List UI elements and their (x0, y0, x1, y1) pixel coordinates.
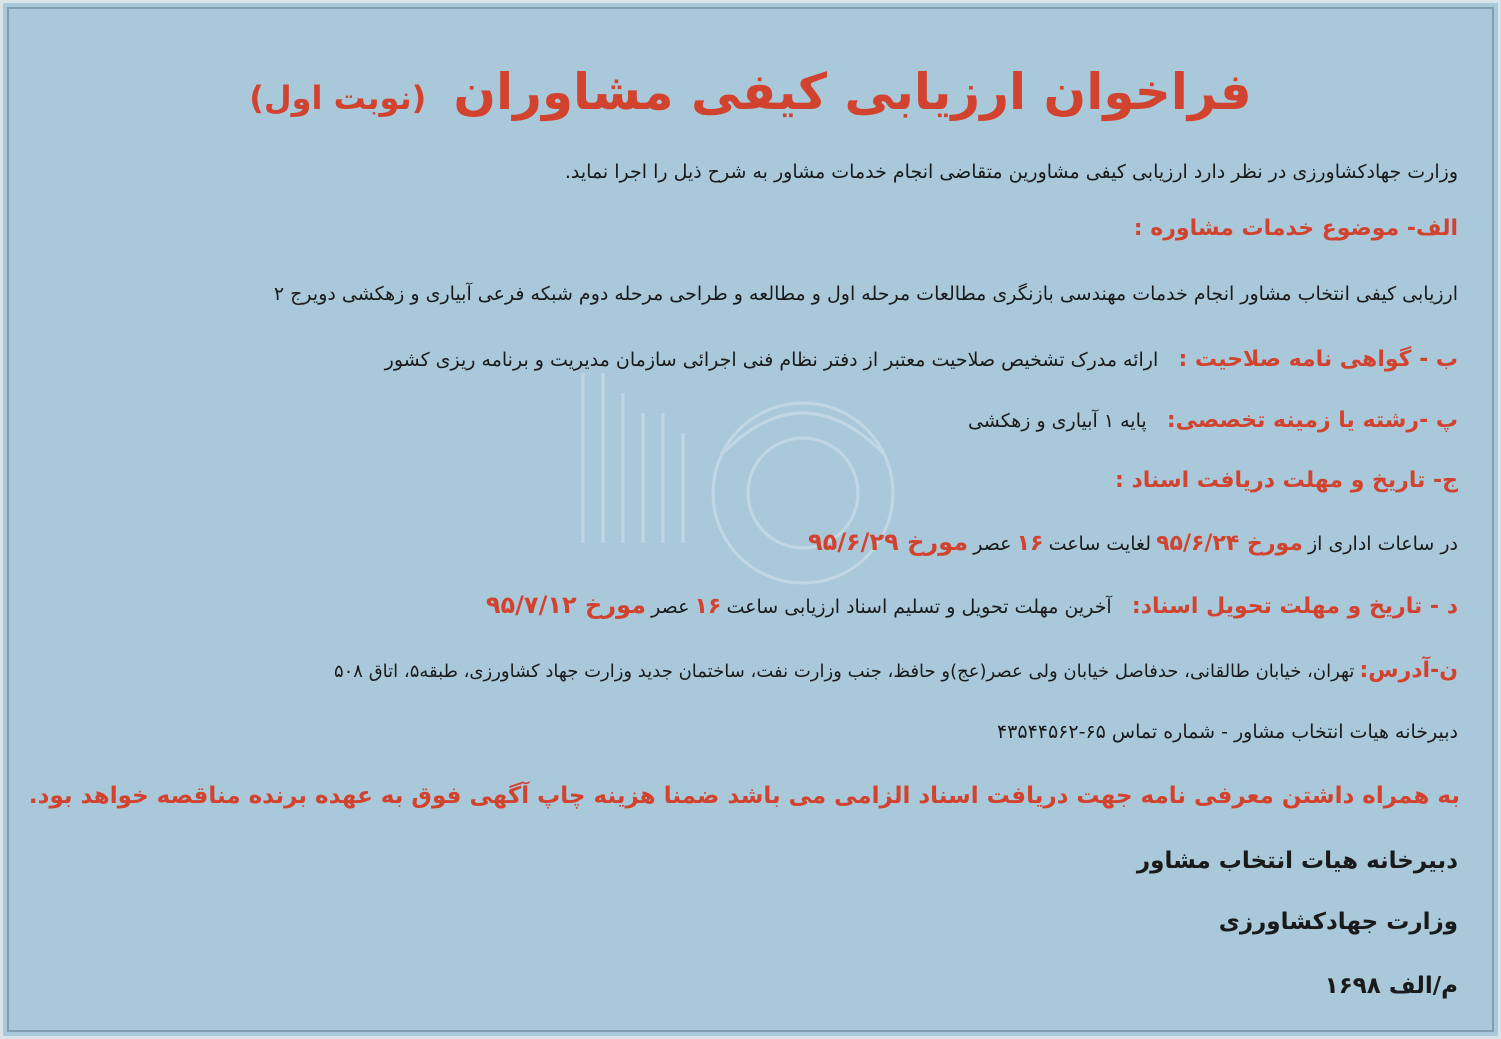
section-j-text-3: عصر (973, 533, 1012, 555)
section-d-row (486, 591, 1458, 619)
section-j-heading-row (1115, 468, 1458, 493)
section-p-heading: پ -رشته یا زمینه تخصصی: (1166, 408, 1458, 433)
section-a-text: ارزیابی کیفی انتخاب مشاور انجام خدمات مهندسی بازنگری مطالعات مرحله اول و مطالعه و طراحی مرحله دوم شبکه فرعی آبیاری و زهکشی دویرج ۲ (273, 283, 1458, 305)
section-n-row (334, 658, 1458, 683)
section-n-text-2: دبیرخانه هیات انتخاب مشاور - شماره تماس ۶۵-۴۳۵۴۴۵۶۲ (996, 721, 1458, 743)
section-j-to-date: مورخ ۹۵/۶/۲۹ (807, 528, 969, 556)
section-d-heading: د - تاریخ و مهلت تحویل اسناد: (1131, 594, 1458, 619)
section-d-text-2: عصر (651, 596, 690, 618)
section-b-text: ارائه مدرک تشخیص صلاحیت معتبر از دفتر نظام فنی اجرائی سازمان مدیریت و برنامه ریزی کشور (384, 349, 1159, 371)
section-d-hour: ۱۶ (694, 594, 722, 619)
reference-code: م/الف ۱۶۹۸ (1324, 973, 1458, 999)
signature-office: دبیرخانه هیات انتخاب مشاور (1136, 848, 1458, 874)
section-b-row (385, 347, 1458, 372)
section-j-text-2: لغایت ساعت (1048, 533, 1151, 555)
page-title: فراخوان ارزیابی کیفی مشاوران (453, 63, 1252, 121)
title-block (3, 63, 1498, 121)
signature-ministry: وزارت جهادکشاورزی (1218, 909, 1458, 935)
section-j-text-row (808, 528, 1458, 556)
page-title-round: (نوبت اول) (249, 79, 427, 117)
section-p-row (968, 408, 1458, 433)
section-p-text: پایه ۱ آبیاری و زهکشی (967, 410, 1147, 432)
section-j-hour: ۱۶ (1016, 531, 1044, 556)
section-b-heading: ب - گواهی نامه صلاحیت : (1178, 347, 1458, 372)
section-j-text-1: در ساعات اداری از (1308, 533, 1458, 555)
notice-text: به همراه داشتن معرفی نامه جهت دریافت اسناد الزامی می باشد ضمنا هزینه چاپ آگهی فوق به عهده برنده مناقصه خواهد بود. (28, 783, 1460, 809)
section-d-date: مورخ ۹۵/۷/۱۲ (485, 591, 647, 619)
section-d-text-1: آخرین مهلت تحویل و تسلیم اسناد ارزیابی ساعت (726, 596, 1112, 618)
section-j-heading: ج- تاریخ و مهلت دریافت اسناد : (1114, 468, 1458, 493)
section-n-text: تهران، خیابان طالقانی، حدفاصل خیابان ولی عصر(عج)و حافظ، جنب وزارت نفت، ساختمان جدید وزارت جهاد کشاورزی، طبقه۵، اتاق ۵۰۸ (333, 661, 1355, 682)
section-a-heading: الف- موضوع خدمات مشاوره : (1133, 216, 1458, 241)
section-j-from-date: مورخ ۹۵/۶/۲۴ (1156, 531, 1303, 556)
section-n-heading: ن-آدرس: (1359, 658, 1458, 683)
intro-text: وزارت جهادکشاورزی در نظر دارد ارزیابی کیفی مشاورین متقاضی انجام خدمات مشاور به شرح ذیل را اجرا نماید. (564, 161, 1458, 183)
section-a-heading-row (1134, 216, 1458, 241)
